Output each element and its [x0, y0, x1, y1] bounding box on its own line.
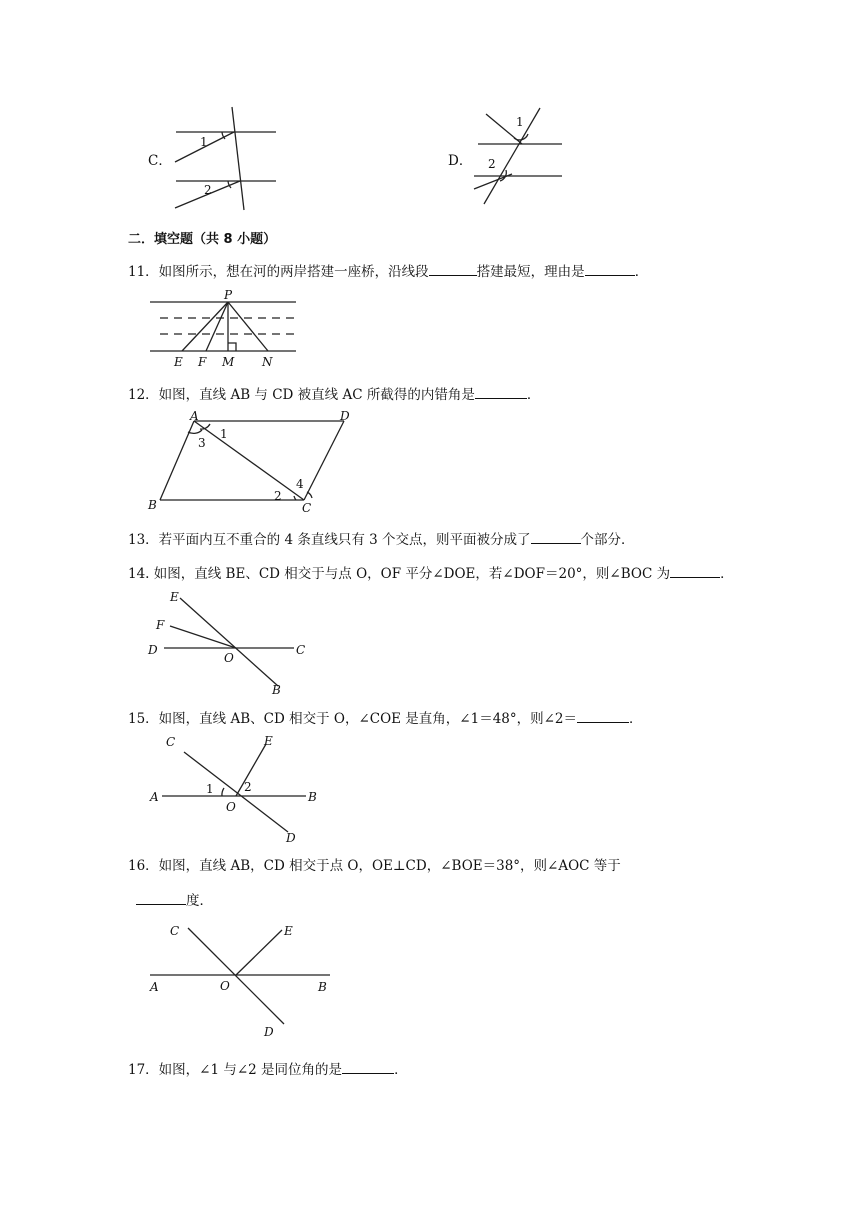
- question-17-text-a: 17．如图，∠1 与∠2 是同位角的是: [128, 1062, 343, 1078]
- option-c-label: C．: [148, 153, 172, 169]
- question-11-blank-1[interactable]: [429, 261, 477, 276]
- q14-label-o: O: [224, 651, 234, 665]
- q15-label-b: B: [308, 790, 317, 804]
- question-17-text-b: ．: [394, 1062, 408, 1078]
- question-16: [128, 857, 621, 875]
- q14-label-f: F: [156, 618, 165, 632]
- q15-angle-1: 1: [206, 782, 214, 796]
- question-15-text-b: ．: [629, 711, 643, 727]
- q14-label-d: D: [148, 643, 158, 657]
- q12-label-b: B: [148, 498, 157, 512]
- q15-label-o: O: [226, 800, 236, 814]
- q11-label-e: E: [174, 355, 183, 369]
- question-14-figure: [144, 588, 324, 700]
- question-16-text-b: 度．: [186, 893, 213, 909]
- question-13: [128, 529, 635, 549]
- question-12-figure: [144, 410, 364, 520]
- q11-label-n: N: [262, 355, 273, 369]
- question-12: [128, 384, 540, 404]
- question-14: [128, 563, 734, 583]
- question-13-text-a: 13．若平面内互不重合的 4 条直线只有 3 个交点，则平面被分成了: [128, 532, 531, 548]
- q12-angle-3: 3: [198, 436, 206, 450]
- question-12-text-a: 12．如图，直线 AB 与 CD 被直线 AC 所截得的内错角是: [128, 387, 475, 403]
- q11-label-p: P: [224, 288, 233, 302]
- q14-label-c: C: [296, 643, 306, 657]
- q14-label-e: E: [170, 590, 179, 604]
- q12-angle-2: 2: [274, 489, 282, 503]
- q15-angle-2: 2: [244, 780, 252, 794]
- question-15-figure: [144, 732, 320, 848]
- question-11-figure: [148, 288, 300, 372]
- question-14-text-a: 14. 如图，直线 BE、CD 相交于与点 O，OF 平分∠DOE，若∠DOF＝20°，则∠BOC 为: [128, 566, 671, 582]
- option-d-figure: [470, 104, 570, 208]
- question-12-blank[interactable]: [475, 384, 527, 399]
- question-11-text-a: 11．如图所示，想在河的两岸搭建一座桥，沿线段: [128, 264, 429, 280]
- question-15: [128, 708, 643, 728]
- question-12-text-b: ．: [526, 387, 541, 403]
- q12-label-c: C: [302, 501, 312, 515]
- q12-label-d: D: [340, 409, 350, 423]
- question-16-blank[interactable]: [136, 890, 186, 905]
- question-16-line-2: [136, 890, 213, 910]
- question-17-blank[interactable]: [342, 1059, 394, 1074]
- option-d-label: D．: [448, 153, 473, 169]
- q15-label-d: D: [286, 831, 296, 845]
- question-11-blank-2[interactable]: [585, 261, 635, 276]
- option-c-angle1: 1: [200, 135, 208, 149]
- question-14-text-b: ．: [720, 566, 734, 582]
- question-15-text-a: 15．如图，直线 AB、CD 相交于 O，∠COE 是直角，∠1＝48°，则∠2＝: [128, 711, 578, 727]
- section-title: 二．填空题（共 8 小题）: [128, 232, 277, 247]
- question-11: [128, 261, 648, 281]
- question-13-blank[interactable]: [531, 529, 581, 544]
- question-17: [128, 1059, 408, 1079]
- option-d-angle1: 1: [516, 115, 524, 129]
- option-c-figure: [170, 104, 290, 212]
- q12-label-a: A: [190, 409, 199, 423]
- question-15-blank[interactable]: [577, 708, 629, 723]
- question-16-figure: [144, 918, 336, 1042]
- q11-label-m: M: [222, 355, 235, 369]
- q12-angle-1: 1: [220, 427, 228, 441]
- q11-label-f: F: [198, 355, 207, 369]
- q16-label-c: C: [170, 924, 180, 938]
- question-11-text-c: ．: [634, 264, 649, 280]
- q16-label-o: O: [220, 979, 230, 993]
- q16-label-e: E: [284, 924, 293, 938]
- q15-label-a: A: [150, 790, 159, 804]
- question-11-text-b: 搭建最短，理由是: [476, 264, 585, 280]
- option-c-angle2: 2: [204, 183, 212, 197]
- q16-label-d: D: [264, 1025, 274, 1039]
- q16-label-a: A: [150, 980, 159, 994]
- q15-label-c: C: [166, 735, 176, 749]
- q12-angle-4: 4: [296, 477, 304, 491]
- q15-label-e: E: [264, 734, 273, 748]
- question-16-text-a: 16．如图，直线 AB，CD 相交于点 O，OE⊥CD，∠BOE＝38°，则∠AOC 等于: [128, 858, 621, 874]
- q14-label-b: B: [272, 683, 281, 697]
- option-d-angle2: 2: [488, 157, 496, 171]
- question-14-blank[interactable]: [670, 563, 720, 578]
- question-13-text-b: 个部分．: [580, 532, 635, 548]
- q16-label-b: B: [318, 980, 327, 994]
